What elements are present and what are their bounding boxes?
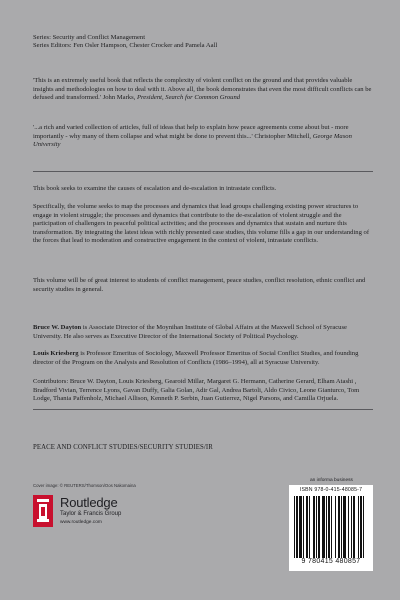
quote-affiliation: President, Search for Common Ground — [136, 94, 241, 101]
divider — [33, 171, 373, 172]
contributors-names: Bruce W. Dayton, Louis Kriesberg, Gearoid Millar, Margaret G. Hermann, Catherine Gerard, Elham Atashi , Bradford Vivian, Terrence Lyons, Gavan Duffy, Galia Golan, Adir Gal, Andrea Bartoli, Aldo Civico, Leone Gianturco, Tom Lodge, Thania Paffenholz, Michael Allison, Kenneth P. Serbin, Juan Gutierrez, Nigel Parsons, and Camilla Orjuela. — [33, 378, 360, 402]
barcode-bars — [294, 496, 368, 558]
contributors-list — [33, 378, 373, 404]
series-editors: Series Editors: Fen Osler Hampson, Chester Crocker and Pamela Aall — [33, 42, 218, 50]
publisher-group: Taylor & Francis Group — [60, 511, 122, 517]
quote-affiliation: George Mason University — [33, 132, 352, 148]
description-paragraph: This book seeks to examine the causes of escalation and de-escalation in intrastate conflicts. — [33, 185, 277, 192]
contributors-label: Contributors: — [33, 378, 69, 385]
editor-bio — [33, 324, 373, 341]
endorsement-quote — [33, 124, 373, 150]
routledge-tower-icon — [33, 495, 53, 527]
publisher-name: Routledge — [60, 495, 118, 510]
description-paragraph: This volume will be of great interest to students of conflict management, peace studies, conflict resolution, ethnic conflict and security studies in general. — [33, 277, 366, 293]
endorsement-quote — [33, 77, 373, 103]
editor-name: Louis Kriesberg — [33, 350, 79, 357]
cover-image-credit: Cover image: © REUTERS/Thomson/Oos Nakomaina — [33, 483, 136, 488]
subject-category: PEACE AND CONFLICT STUDIES/SECURITY STUDIES/IR — [33, 444, 213, 451]
divider — [33, 409, 373, 410]
publisher-url: www.routledge.com — [60, 520, 102, 525]
barcode-digits: 9 780415 480857 — [301, 558, 361, 565]
informa-tagline: an informa business — [310, 478, 353, 483]
series-info — [33, 34, 373, 51]
description-paragraph: Specifically, the volume seeks to map the processes and dynamics that lead groups challenging existing power structures to engage in violent struggle; the processes and dynamics that contribute to the de-escalation of violent struggle and the participation of challengers in peaceful political activities; and the processes and dynamics that sustain and nurture this transformation. By integrating the latest ideas with richly presented case studies, this volume fills a gap in our understanding of the forces that lead to moderation and constructive engagement in the context of violent, intrastate conflicts. — [33, 203, 370, 244]
quote-author: John Marks, — [102, 94, 136, 101]
editor-bio-text: is Professor Emeritus of Sociology, Maxwell Professor Emeritus of Social Conflict Studies, and founding director of the Program on the Analysis and Resolution of Conflicts (1986–1994), all at Syracuse University. — [33, 350, 359, 366]
quote-author: Christopher Mitchell, — [254, 132, 312, 140]
editor-name: Bruce W. Dayton — [33, 324, 82, 331]
quote-text: '...a rich and varied collection of articles, full of ideas that help to explain how peace agreements come about but - more importantly - why many of them collapse and what might be done to prevent this...' — [33, 124, 349, 140]
series-title: Series: Security and Conflict Management — [33, 34, 146, 41]
barcode — [289, 485, 373, 571]
editor-bio — [33, 350, 373, 367]
editor-bio-text: is Associate Director of the Moynihan Institute of Global Affairs at the Maxwell School of Syracuse University. He also serves as Executive Director of the International Society of Political Psychology. — [33, 324, 347, 340]
isbn-label: ISBN 978-0-415-48085-7 — [299, 487, 363, 493]
quote-text: 'This is an extremely useful book that reflects the complexity of violent conflict on the ground and that provides valuable insights and methodologies on how to deal with it. Above all, the book demonstrates that even the most difficult conflicts can be defused and transformed.' — [33, 77, 372, 101]
publisher-block — [33, 495, 173, 531]
